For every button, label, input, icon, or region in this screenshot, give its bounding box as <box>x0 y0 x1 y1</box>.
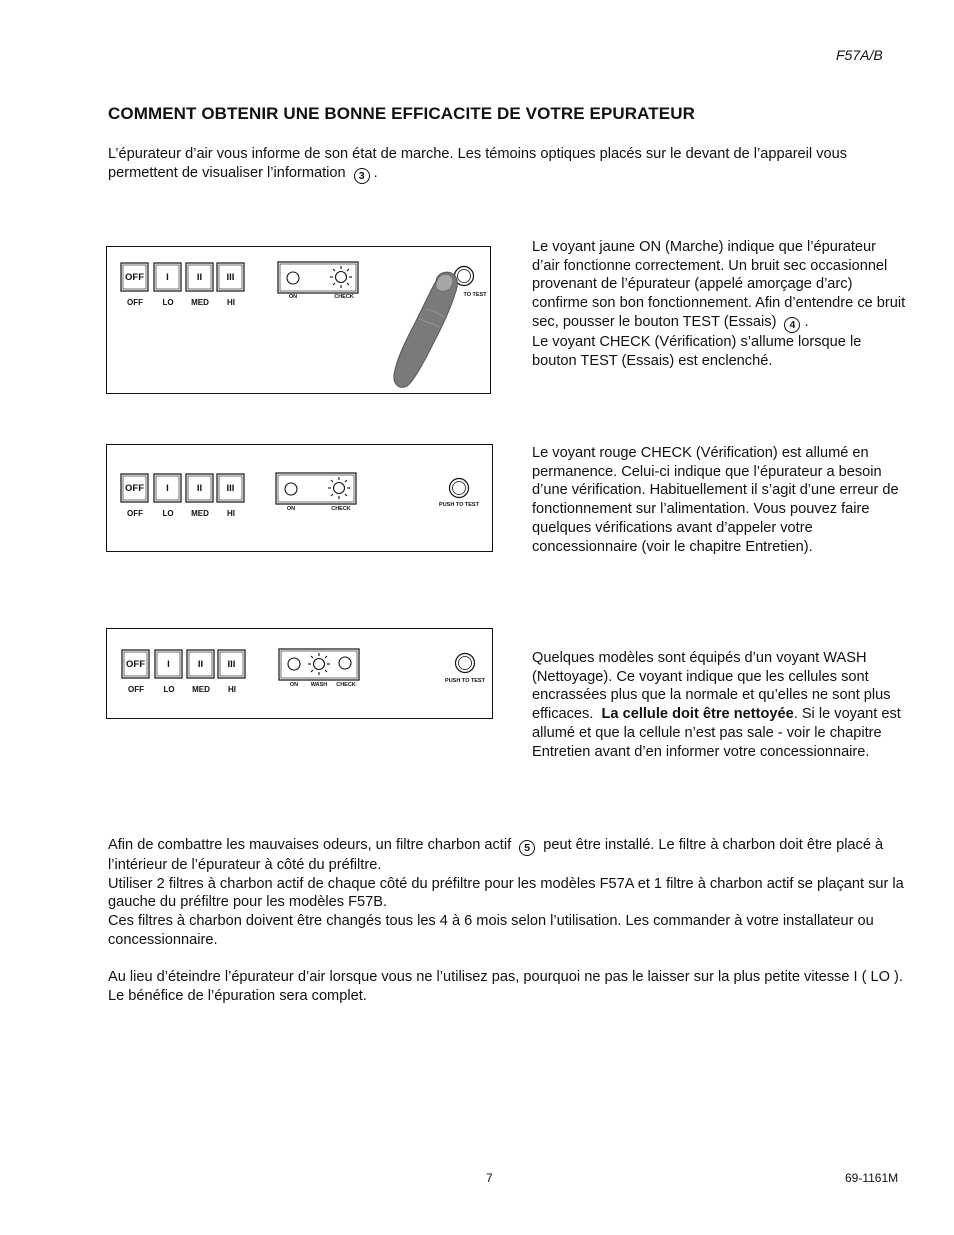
carbon-models-text: Utiliser 2 filtres à charbon actif de chaque côté du préfiltre pour les modèles F57A et 1 filtre à charbon actif se plaçant sur la gauche du préfiltre pour les modèles F57B. <box>108 875 904 911</box>
push-to-test-label: PUSH TO TEST <box>439 502 479 508</box>
lo-label: LO <box>162 509 174 518</box>
med-label: MED <box>192 685 210 694</box>
on-light-label: ON <box>286 506 296 512</box>
on-light <box>288 658 300 670</box>
med-label: MED <box>191 298 209 307</box>
off-label: OFF <box>127 509 143 518</box>
speed-3-label: III <box>226 272 235 283</box>
off-button-label: OFF <box>126 659 145 670</box>
page-number: 7 <box>486 1171 493 1185</box>
speed-3-label: III <box>226 483 235 494</box>
off-label: OFF <box>128 685 144 694</box>
speed-1-label: I <box>167 659 170 670</box>
wash-text-bold: La cellule doit être nettoyée <box>601 706 794 723</box>
hi-label: HI <box>227 509 235 518</box>
wash-text: Quelques modèles sont équipés d’un voyant WASH (Nettoyage). Ce voyant indique que les cellules sont encrassées plus que la normale et qu’elles ne sont plus efficaces. <box>532 650 891 723</box>
speed-1-label: I <box>166 483 169 494</box>
on-light <box>287 272 299 284</box>
speed-2-label: II <box>197 659 204 670</box>
carbon-filter-paragraph <box>108 836 908 950</box>
lo-label: LO <box>163 685 175 694</box>
finger-pressing-icon <box>394 272 457 387</box>
on-light-label: ON <box>288 294 298 300</box>
check-indicator-text: Le voyant CHECK (Vérification) s’allume lorsque le bouton TEST (Essais) est enclenché. <box>532 333 862 369</box>
control-panel-on-indicator <box>106 246 491 394</box>
intro-end: . <box>373 164 378 181</box>
control-panel-drawing-1 <box>107 247 490 393</box>
on-indicator-end: . <box>804 313 809 330</box>
lo-label: LO <box>162 298 174 307</box>
on-light <box>285 483 297 495</box>
off-button-label: OFF <box>125 272 144 283</box>
wash-indicator-description <box>532 649 907 761</box>
med-label: MED <box>191 509 209 518</box>
ref-number-5: 5 <box>519 840 535 856</box>
speed-1-label: I <box>166 272 169 283</box>
carbon-text-cont: peut être installé. Le filtre à charbon doit être placé à l’intérieur de l’épurateur à côté du préfiltre. <box>108 837 884 873</box>
intro-text: L’épurateur d’air vous informe de son état de marche. Les témoins optiques placés sur le devant de l’appareil vous permettent de visualiser l’information <box>108 146 848 181</box>
check-light-label: CHECK <box>331 506 351 512</box>
page-title: COMMENT OBTENIR UNE BONNE EFFICACITE DE VOTRE EPURATEUR <box>108 104 695 123</box>
off-label: OFF <box>127 298 143 307</box>
check-light <box>339 657 351 669</box>
carbon-replace-text: Ces filtres à charbon doivent être changés tous les 4 à 6 mois selon l’utilisation. Les commander à votre installateur ou concessionnaire. <box>108 913 874 948</box>
on-indicator-description <box>532 238 907 370</box>
check-light-label: CHECK <box>336 682 356 688</box>
control-panel-wash-indicator <box>106 628 493 719</box>
speed-3-label: III <box>227 659 236 670</box>
to-test-label: TO TEST <box>463 292 487 298</box>
control-panel-drawing-2 <box>107 445 492 551</box>
control-panel-check-indicator <box>106 444 493 552</box>
push-to-test-label: PUSH TO TEST <box>445 678 485 684</box>
carbon-text: Afin de combattre les mauvaises odeurs, un filtre charbon actif <box>108 837 512 853</box>
off-button-label: OFF <box>125 483 144 494</box>
speed-2-label: II <box>196 272 203 283</box>
hi-label: HI <box>228 685 236 694</box>
hi-label: HI <box>227 298 235 307</box>
wash-light-label: WASH <box>310 682 328 688</box>
doc-number: 69-1161M <box>845 1171 899 1185</box>
on-light-label: ON <box>289 682 299 688</box>
ref-number-3: 3 <box>354 168 370 184</box>
speed-2-label: II <box>196 483 203 494</box>
wash-text-end: . Si le voyant est allumé et que la cellule n’est pas sale - voir le chapitre Entretien avant d’en informer votre concessionnaire. <box>532 706 901 760</box>
low-speed-paragraph: Au lieu d’éteindre l’épurateur d’air lorsque vous ne l’utilisez pas, pourquoi ne pas le laisser sur la plus petite vitesse I ( LO ). Le bénéfice de l’épuration sera complet. <box>108 969 903 1004</box>
intro-paragraph <box>108 145 908 184</box>
check-light-label: CHECK <box>334 294 354 300</box>
check-indicator-description: Le voyant rouge CHECK (Vérification) est allumé en permanence. Celui-ci indique que l’épurateur a besoin d’une vérification. Habituellement il s’agit d’une erreur de fonctionnement sur l’alimentation. Vous pouvez faire quelques vérifications avant d’appeler votre concessionnaire (voir le chapitre Entretien). <box>532 445 899 555</box>
doc-code: F57A/B <box>836 47 883 63</box>
on-indicator-text: Le voyant jaune ON (Marche) indique que l’épurateur d’air fonctionne correctement. Un bruit sec occasionnel provenant de l’épurateur (appelé amorçage d’arc) confirme son bon fonctionnement. Afin d’entendre ce bruit sec, pousser le bouton TEST (Essais) <box>532 239 906 330</box>
ref-number-4: 4 <box>784 317 800 333</box>
control-panel-drawing-3 <box>107 629 492 718</box>
